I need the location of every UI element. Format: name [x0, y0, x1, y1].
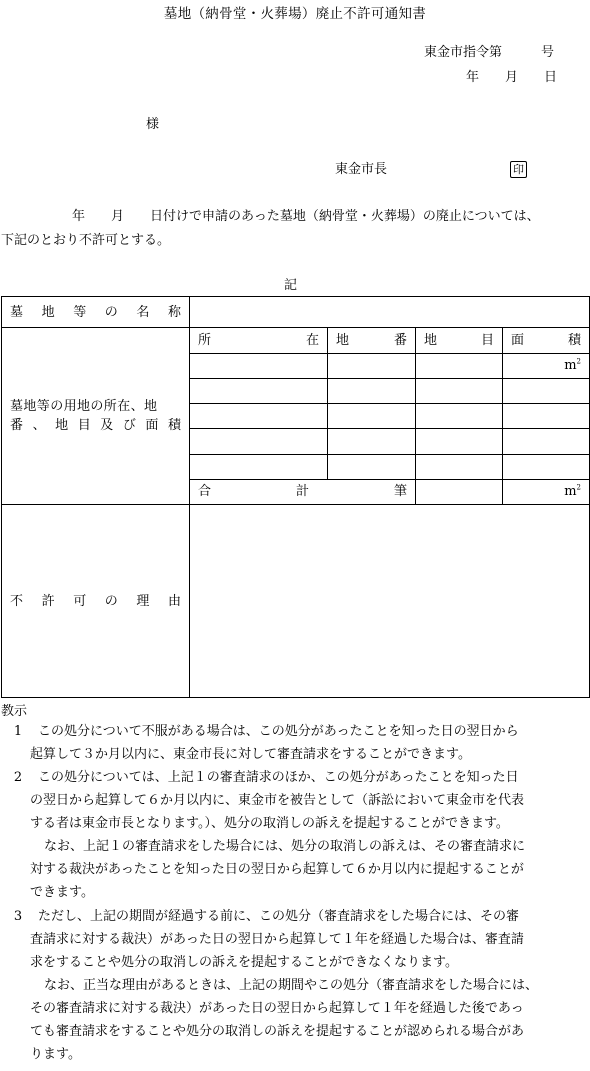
intro-line-2: 下記のとおり不許可とする。 — [1, 233, 171, 248]
addressee-suffix: 様 — [146, 117, 160, 132]
instructions-heading: 教示 — [1, 704, 28, 719]
reason-label-cell: 不 許 可 の 理 由 — [2, 505, 190, 698]
name-label-cell — [2, 297, 190, 328]
total-area-unit: $m^2$ — [503, 479, 590, 504]
ki-heading: 記 — [284, 278, 298, 293]
site-header-row — [2, 328, 590, 353]
document-title: 墓地（納骨堂・火葬場）廃止不許可通知書 — [163, 6, 427, 22]
total-label-cell: 合 計 筆 — [190, 479, 416, 504]
doc-number: 東金市指令第 号 — [424, 45, 555, 60]
site-label-line-1: 墓地等の用地の所在、地 — [10, 399, 158, 415]
seal-mark — [510, 161, 527, 178]
col-area-header: 面 積 — [503, 328, 590, 353]
reason-row — [2, 505, 590, 698]
issuer-name: 東金市長 — [335, 162, 388, 177]
name-label: 墓 地 等 の 名 称 — [10, 304, 181, 320]
area-unit: $m^2$ — [503, 353, 590, 378]
total-blank-cell — [416, 479, 503, 504]
instruction-item-3: 3 ただし、上記の期間が経過する前に、この処分（審査請求をした場合には、その審 査請求に対する裁決）があった日の翌日から起算して１年を経過した場合は、審査請 求をすることや処分の取消しの訴えを提起することができなくなります。 なお、正当な理由があるときは、上記の期間やこの処分（審査請求をした場合には、 その審査請求に対する裁決）があった日の翌日から起算して１年を経過した後であっ ても審査請求をすることや処分の取消しの訴えを提起することが認められる場合があ ります。 — [13, 909, 539, 1062]
site-label-cell — [2, 328, 190, 505]
col-location-header: 所 在 — [190, 328, 328, 353]
col-lot-number-header: 地 番 — [328, 328, 416, 353]
site-label-line-2: 番 、 地 目 及 び 面 積 — [10, 418, 181, 434]
instruction-item-2: 2 この処分については、上記１の審査請求のほか、この処分があったことを知った日 の翌日から起算して６か月以内に、東金市を被告として（訴訟において東金市を代表 する者は東金市長となります。）、処分の取消しの訴えを提起することができます。 なお、上記１の審査請求をした場合には、処分の取消しの訴えは、その審査請求に 対する裁決があったことを知った日の翌日から起算して６か月以内に提起することが できます。 — [13, 770, 526, 900]
reason-value-cell — [190, 505, 590, 698]
name-row — [2, 297, 590, 328]
intro-line-1: 年 月 日付けで申請のあった墓地（納骨堂・火葬場）の廃止については、 — [72, 209, 540, 224]
name-value-cell — [190, 297, 590, 328]
seal-stamp-icon: 印 — [510, 161, 527, 178]
instruction-item-1: 1 この処分について不服がある場合は、この処分があったことを知った日の翌日から 起算して３か月以内に、東金市長に対して審査請求をすることができます。 — [13, 724, 519, 762]
details-table — [1, 296, 590, 698]
col-land-category-header: 地 目 — [416, 328, 503, 353]
issue-date: 年 月 日 — [466, 70, 558, 85]
